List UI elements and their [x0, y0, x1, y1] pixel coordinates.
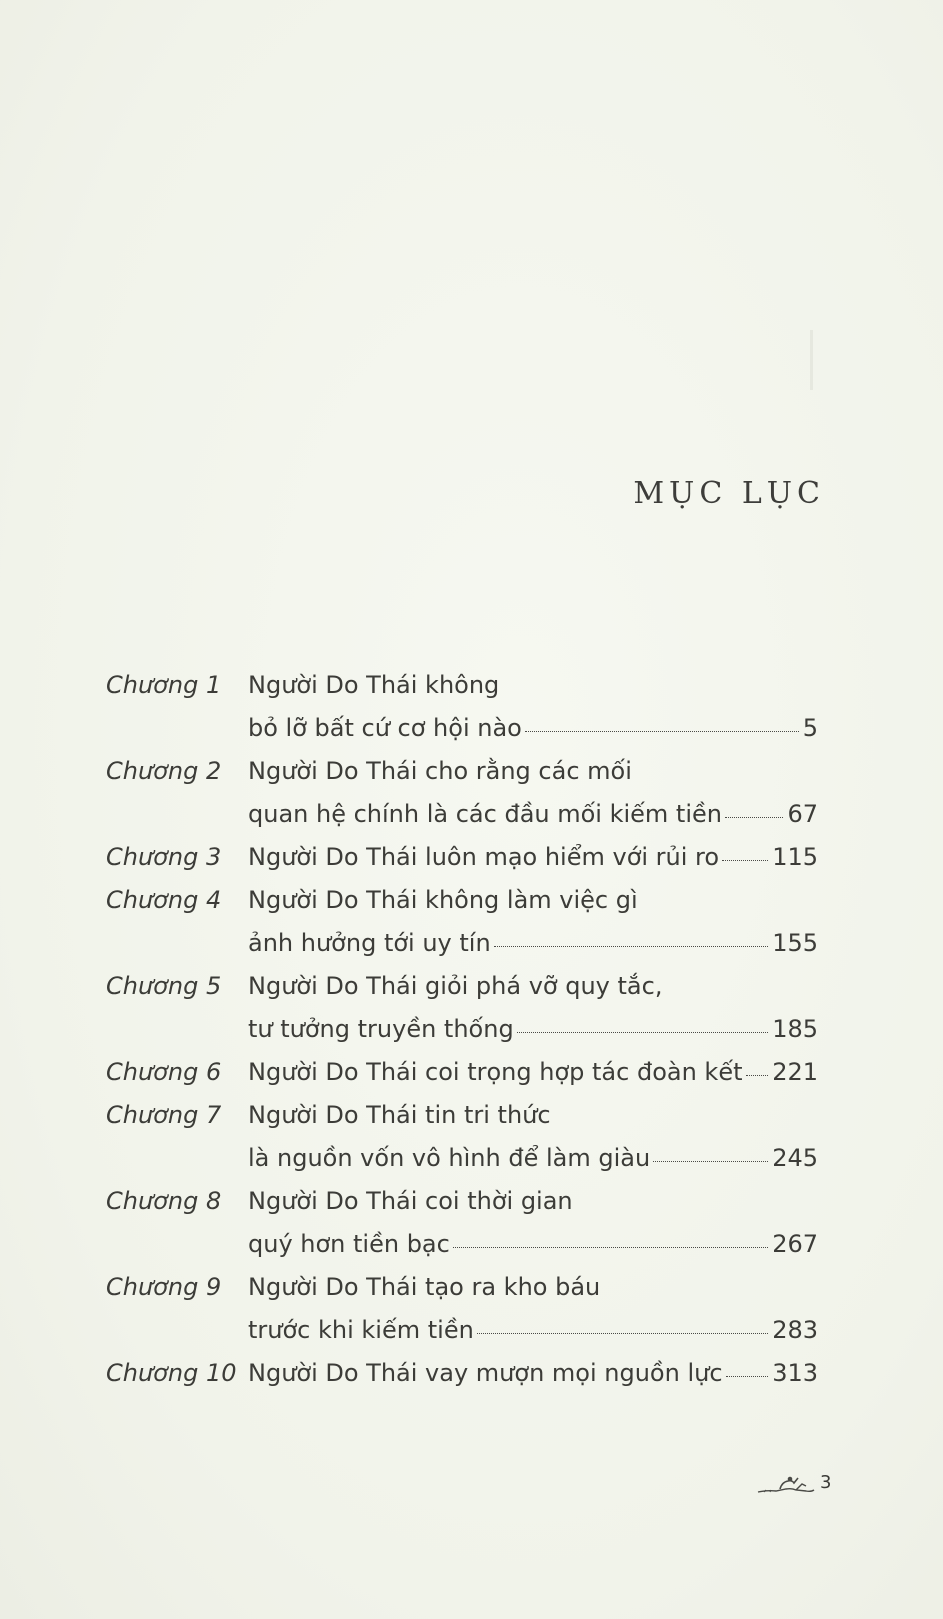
dot-leader: [746, 1075, 769, 1076]
toc-entry-9[interactable]: [106, 1266, 818, 1352]
page-ref: 115: [772, 843, 818, 871]
entry-title-line: ảnh hưởng tới uy tín: [248, 929, 491, 957]
chapter-label: Chương 7: [106, 1101, 222, 1129]
entry-title-line: quan hệ chính là các đầu mối kiếm tiền: [248, 800, 722, 828]
chapter-label: Chương 6: [106, 1058, 222, 1086]
entry-title-line: Người Do Thái tạo ra kho báu: [248, 1273, 601, 1301]
toc-entry-5[interactable]: [106, 965, 818, 1051]
chapter-label: Chương 9: [106, 1273, 222, 1301]
page-ref: 313: [772, 1359, 818, 1387]
chapter-label: Chương 5: [106, 972, 222, 1000]
entry-title-line: Người Do Thái không: [248, 671, 500, 699]
chapter-label: Chương 1: [106, 671, 222, 699]
dot-leader: [653, 1161, 768, 1162]
dot-leader: [525, 731, 799, 732]
chapter-label: Chương 8: [106, 1187, 222, 1215]
dot-leader: [726, 1376, 769, 1377]
page-ref: 67: [787, 800, 818, 828]
entry-title-line: trước khi kiếm tiền: [248, 1316, 474, 1344]
entry-title-line: Người Do Thái không làm việc gì: [248, 886, 638, 914]
entry-title-line: bỏ lỡ bất cứ cơ hội nào: [248, 714, 522, 742]
page-ref: 5: [802, 714, 818, 742]
page-ref: 267: [772, 1230, 818, 1258]
entry-title-line: Người Do Thái giỏi phá vỡ quy tắc,: [248, 972, 663, 1000]
reading-figure-ornament-icon: [756, 1474, 816, 1496]
toc-entry-8[interactable]: [106, 1180, 818, 1266]
entry-title-line: là nguồn vốn vô hình để làm giàu: [248, 1144, 651, 1172]
entry-title-line: Người Do Thái cho rằng các mối: [248, 757, 632, 785]
page-ref: 283: [772, 1316, 818, 1344]
page-ref: 245: [772, 1144, 818, 1172]
dot-leader: [725, 817, 783, 818]
chapter-label: Chương 10: [106, 1359, 237, 1387]
entry-title-line: Người Do Thái coi trọng hợp tác đoàn kết: [248, 1058, 743, 1086]
entry-title-line: Người Do Thái tin tri thức: [248, 1101, 551, 1129]
toc-entry-7[interactable]: [106, 1094, 818, 1180]
table-of-contents: [106, 664, 818, 1395]
toc-entry-4[interactable]: [106, 879, 818, 965]
page-number: 3: [820, 1472, 832, 1493]
entry-title-line: quý hơn tiền bạc: [248, 1230, 450, 1258]
show-through-mark: [810, 330, 813, 390]
page-ref: 221: [772, 1058, 818, 1086]
toc-entry-2[interactable]: [106, 750, 818, 836]
dot-leader: [494, 946, 769, 947]
chapter-label: Chương 3: [106, 843, 222, 871]
toc-entry-1[interactable]: [106, 664, 818, 750]
dot-leader: [453, 1247, 768, 1248]
dot-leader: [477, 1333, 768, 1334]
entry-title-line: tư tưởng truyền thống: [248, 1015, 514, 1043]
toc-title: MỤC LỤC: [633, 476, 825, 511]
toc-entry-3[interactable]: [106, 836, 818, 879]
chapter-label: Chương 4: [106, 886, 222, 914]
page-ref: 155: [772, 929, 818, 957]
entry-title-line: Người Do Thái luôn mạo hiểm với rủi ro: [248, 843, 720, 871]
page-ref: 185: [772, 1015, 818, 1043]
toc-entry-10[interactable]: [106, 1352, 818, 1395]
dot-leader: [517, 1032, 769, 1033]
entry-title-line: Người Do Thái coi thời gian: [248, 1187, 573, 1215]
toc-entry-6[interactable]: [106, 1051, 818, 1094]
chapter-label: Chương 2: [106, 757, 222, 785]
dot-leader: [722, 860, 768, 861]
entry-title-line: Người Do Thái vay mượn mọi nguồn lực: [248, 1359, 723, 1387]
